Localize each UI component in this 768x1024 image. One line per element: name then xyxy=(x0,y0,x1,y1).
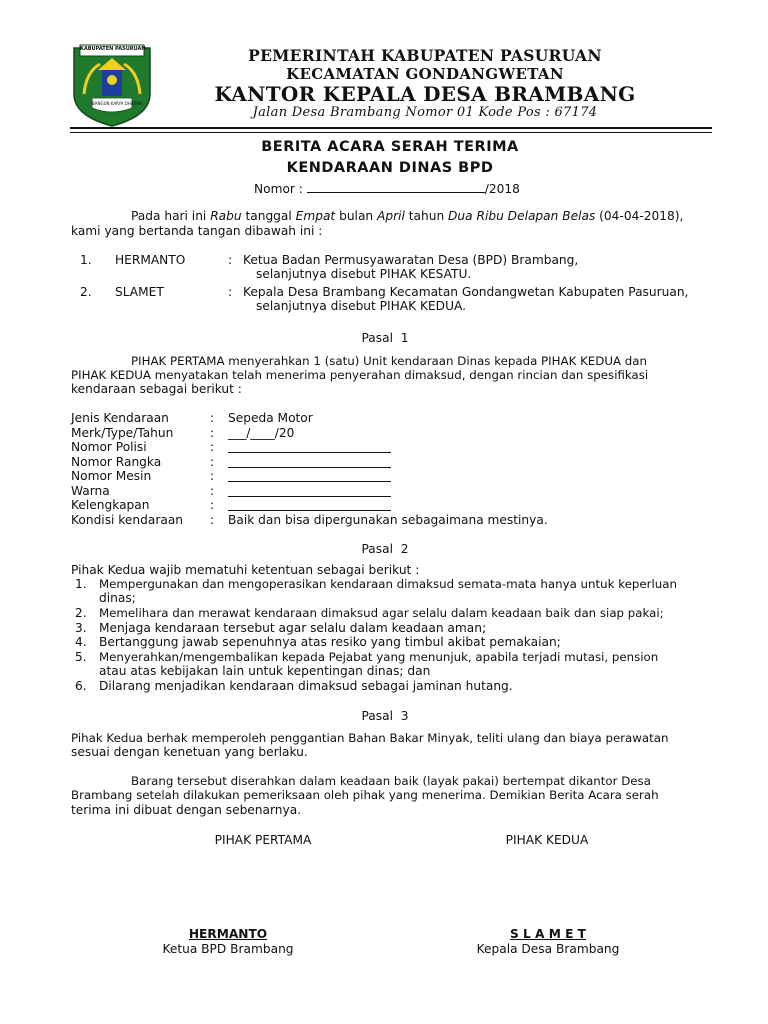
obligation-item xyxy=(71,635,716,650)
pasal-1-para-line-3: kendaraan sebagai berikut : xyxy=(71,382,242,396)
pasal-3-heading: Pasal 3 xyxy=(361,709,409,723)
nomor-suffix: /2018 xyxy=(484,182,520,196)
obligation-number: 6. xyxy=(75,678,87,693)
obligation-text: Dilarang menjadikan kendaraan dimaksud sebagai jaminan hutang. xyxy=(99,678,513,693)
spec-colon: : xyxy=(210,469,215,483)
spec-colon: : xyxy=(210,411,215,425)
opening-text-4: tahun xyxy=(408,209,445,223)
opening-date: Empat xyxy=(295,209,336,223)
obligation-item xyxy=(71,577,716,606)
letterhead-government: PEMERINTAH KABUPATEN PASURUAN xyxy=(248,46,602,65)
spec-row-frame xyxy=(71,455,591,470)
spec-colon: : xyxy=(210,440,215,454)
obligation-text-cont: dinas; xyxy=(99,591,136,605)
party-1-name: HERMANTO xyxy=(115,253,186,267)
spec-row-color xyxy=(71,484,591,499)
spec-colon: : xyxy=(210,498,215,512)
pasal-2-heading: Pasal 2 xyxy=(361,542,409,556)
pasal-3-para-1-line-2: sesuai dengan kenetuan yang berlaku. xyxy=(71,745,308,759)
left-signatory-name: HERMANTO xyxy=(188,927,268,941)
obligation-item xyxy=(71,621,716,636)
spec-blank xyxy=(228,498,391,511)
signature-right-role: Kepala Desa Brambang xyxy=(476,942,620,956)
spec-row-engine xyxy=(71,469,591,484)
opening-line-1 xyxy=(131,209,683,223)
obligation-number: 4. xyxy=(75,635,87,649)
nomor-label: Nomor : xyxy=(254,182,303,196)
spec-label: Kelengkapan xyxy=(71,498,150,512)
emblem-motto-text: BANGUN KARYA DHARMA xyxy=(92,101,143,106)
signature-right-name xyxy=(448,927,648,941)
spec-row-plate xyxy=(71,440,591,455)
opening-text-3: bulan xyxy=(339,209,374,223)
obligation-text: Bertanggung jawab sepenuhnya atas resiko yang timbul akibat pemakaian; xyxy=(99,635,561,649)
obligation-item xyxy=(71,606,716,621)
document-subtitle: KENDARAAN DINAS BPD xyxy=(286,160,494,176)
document-number xyxy=(254,180,520,196)
letterhead-divider xyxy=(70,127,712,133)
pasal-3-para-2-line-3: terima ini dibuat dengan sebenarnya. xyxy=(71,803,302,817)
opening-line-2: kami yang bertanda tangan dibawah ini : xyxy=(71,224,323,238)
emblem-banner-text: KABUPATEN PASURUAN xyxy=(80,46,146,52)
obligation-text: Memelihara dan merawat kendaraan dimaksud agar selalu dalam keadaan baik dan siap pakai; xyxy=(99,606,664,620)
obligation-text-cont: atau atas kebijakan lain untuk kepentingan dinas; dan xyxy=(99,663,431,678)
right-signatory-name: S L A M E T xyxy=(510,927,586,941)
pasal-3-para-2-line-2: Brambang setelah dilakukan pemeriksaan oleh pihak yang menerima. Demikian Berita Acara serah xyxy=(71,788,659,802)
spec-blank xyxy=(228,484,391,497)
spec-row-condition xyxy=(71,513,591,528)
spec-colon: : xyxy=(210,512,215,527)
spec-row-type xyxy=(71,411,591,426)
regency-emblem xyxy=(70,42,154,128)
nomor-blank xyxy=(307,180,485,193)
letterhead-address: Jalan Desa Brambang Nomor 01 Kode Pos : 67174 xyxy=(252,105,598,120)
spec-label: Nomor Rangka xyxy=(71,454,162,469)
party-2-colon: : xyxy=(228,285,233,299)
pasal-1-para-line-2: PIHAK KEDUA menyatakan telah menerima penyerahan dimaksud, dengan rincian dan spesifikasi xyxy=(71,368,649,382)
document-title: BERITA ACARA SERAH TERIMA xyxy=(261,139,519,155)
obligation-item xyxy=(71,679,716,694)
letterhead-office: KANTOR KEPALA DESA BRAMBANG xyxy=(214,82,636,106)
pasal-2-intro: Pihak Kedua wajib mematuhi ketentuan sebagai berikut : xyxy=(71,563,420,577)
obligation-number: 2. xyxy=(75,606,87,620)
party-1-number: 1. xyxy=(80,253,92,267)
party-1-desc-cont: selanjutnya disebut PIHAK KESATU. xyxy=(256,267,472,281)
signature-left-name xyxy=(128,927,328,941)
spec-blank xyxy=(228,455,391,468)
party-2-desc-cont: selanjutnya disebut PIHAK KEDUA. xyxy=(256,299,466,313)
obligation-item xyxy=(71,650,716,679)
spec-label: Warna xyxy=(71,483,110,498)
opening-month: April xyxy=(377,209,405,223)
obligation-text: Mempergunakan dan mengoperasikan kendaraan dimaksud semata-mata hanya untuk keperluan xyxy=(99,577,677,591)
obligation-text: Menjaga kendaraan tersebut agar selalu dalam keadaan aman; xyxy=(99,620,487,635)
spec-value: ___/____/20 xyxy=(228,425,295,440)
obligation-number: 1. xyxy=(75,577,87,591)
vehicle-spec-table xyxy=(71,411,591,527)
pasal-3-para-1-line-1: Pihak Kedua berhak memperoleh penggantian Bahan Bakar Minyak, teliti ulang dan biaya perawatan xyxy=(71,731,669,745)
spec-blank xyxy=(228,440,391,453)
pasal-3-para-2-line-1: Barang tersebut diserahkan dalam keadaan baik (layak pakai) bertempat dikantor Desa xyxy=(131,774,651,788)
spec-colon: : xyxy=(210,483,215,498)
pasal-1-heading: Pasal 1 xyxy=(361,331,409,345)
party-2-desc: Kepala Desa Brambang Kecamatan Gondangwetan Kabupaten Pasuruan, xyxy=(243,285,689,299)
obligation-number: 5. xyxy=(75,649,87,664)
spec-colon: : xyxy=(210,454,215,469)
signature-left-role: Ketua BPD Brambang xyxy=(162,942,294,956)
obligation-number: 3. xyxy=(75,620,87,635)
party-1-desc: Ketua Badan Permusyawaratan Desa (BPD) Brambang, xyxy=(243,253,579,267)
party-2-number: 2. xyxy=(80,285,92,299)
letterhead-district: KECAMATAN GONDANGWETAN xyxy=(286,65,564,83)
spec-value: Baik dan bisa dipergunakan sebagaimana mestinya. xyxy=(228,512,548,527)
pasal-1-para-line-1: PIHAK PERTAMA menyerahkan 1 (satu) Unit kendaraan Dinas kepada PIHAK KEDUA dan xyxy=(131,354,647,368)
signature-left-title: PIHAK PERTAMA xyxy=(214,833,312,847)
party-1-colon: : xyxy=(228,253,233,267)
opening-year: Dua Ribu Delapan Belas xyxy=(448,209,596,223)
opening-date-numeric: (04-04-2018), xyxy=(599,209,684,223)
spec-label: Jenis Kendaraan xyxy=(71,411,169,425)
spec-label: Nomor Polisi xyxy=(71,440,147,454)
spec-label: Nomor Mesin xyxy=(71,469,152,483)
spec-label: Kondisi kendaraan xyxy=(71,512,184,527)
opening-text-2: tanggal xyxy=(245,209,292,223)
spec-colon: : xyxy=(210,425,215,440)
opening-day: Rabu xyxy=(210,209,242,223)
obligation-list xyxy=(71,577,716,693)
spec-label: Merk/Type/Tahun xyxy=(71,425,174,440)
party-2-name: SLAMET xyxy=(115,285,164,299)
spec-row-equipment xyxy=(71,498,591,513)
opening-text-1: Pada hari ini xyxy=(131,209,207,223)
obligation-text: Menyerahkan/mengembalikan kepada Pejabat yang menunjuk, apabila terjadi mutasi, pension xyxy=(99,649,659,664)
spec-blank xyxy=(228,469,391,482)
signature-right-title: PIHAK KEDUA xyxy=(505,833,589,847)
spec-value: Sepeda Motor xyxy=(228,411,313,425)
spec-row-brand xyxy=(71,426,591,441)
